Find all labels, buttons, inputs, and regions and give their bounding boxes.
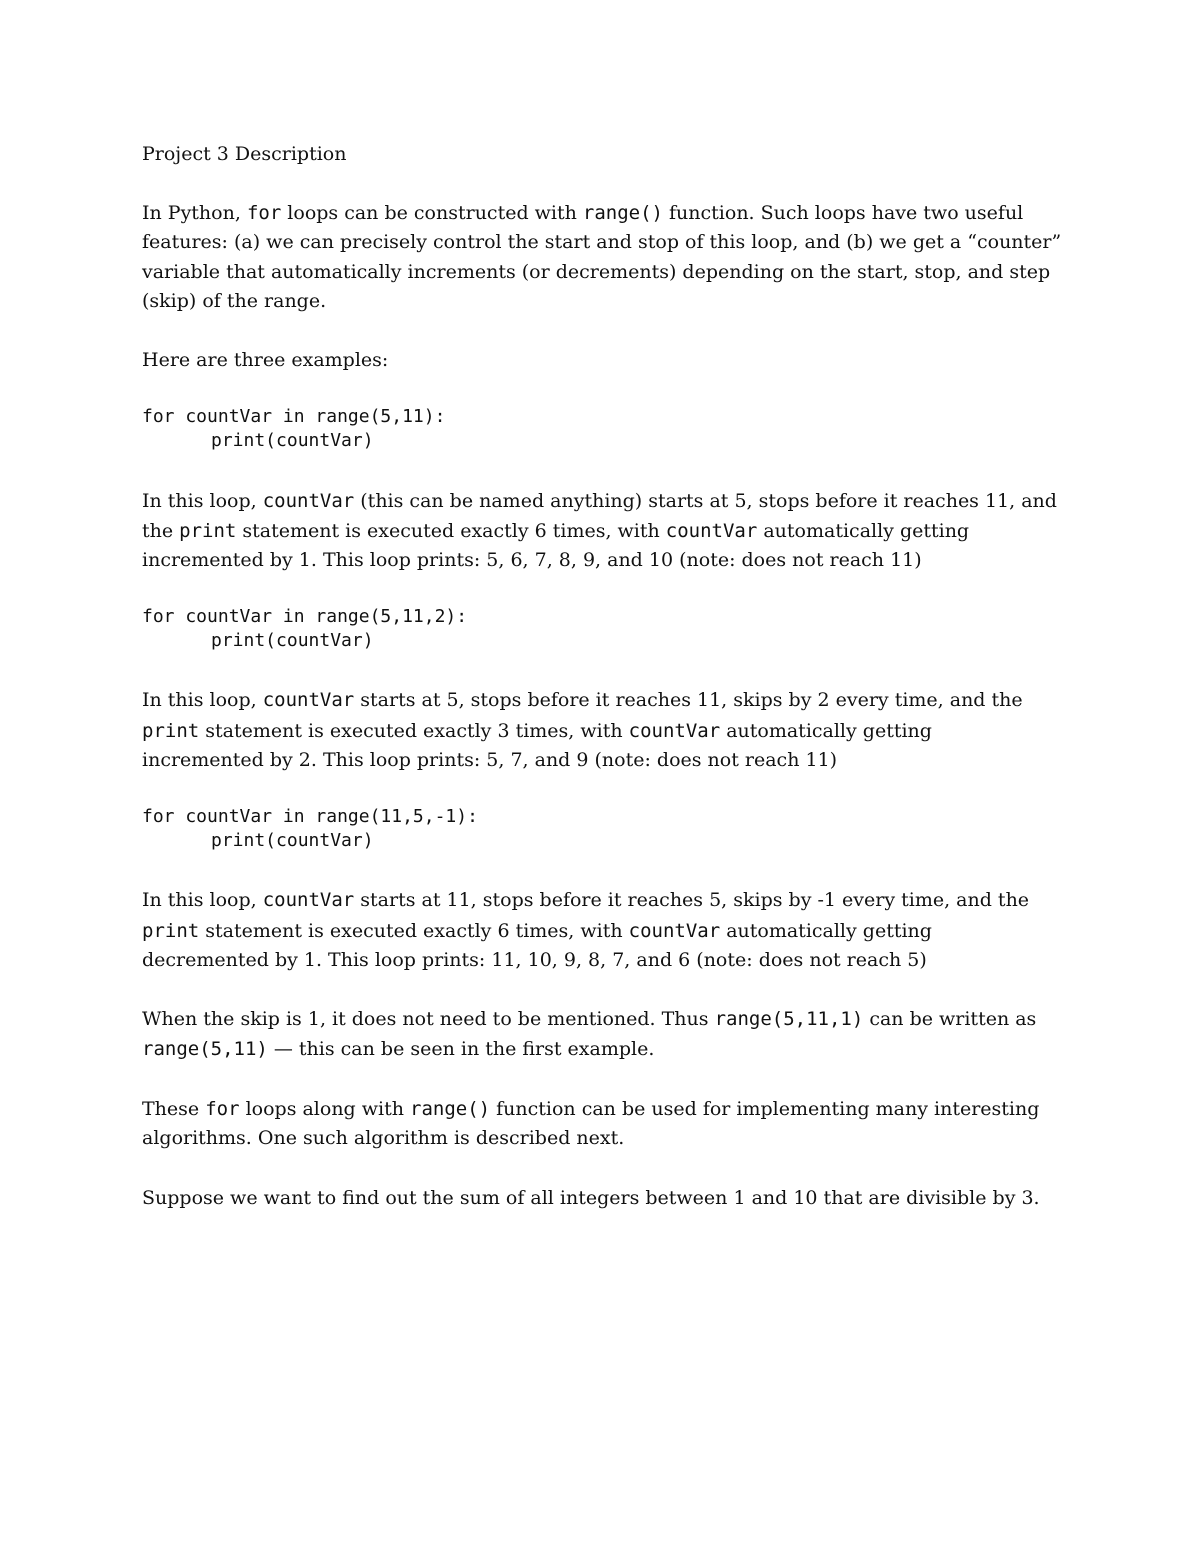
example3-code-line-1: for countVar in range(11,5,-1): — [142, 806, 478, 827]
text-run: function. Such loops have two useful — [662, 202, 1024, 224]
inline-code: range() — [410, 1098, 491, 1120]
example3-explanation-line-3 — [142, 948, 927, 972]
text-run: In this loop, — [142, 689, 263, 711]
text-run: statement is executed exactly 3 times, with — [199, 720, 629, 742]
text-run: (skip) of the range. — [142, 290, 327, 312]
text-run: These — [142, 1098, 206, 1120]
inline-code: print — [179, 520, 237, 542]
text-run: incremented by 1. This loop prints: 5, 6, 7, 8, 9, and 10 (note: does not reach 11) — [142, 549, 922, 571]
text-run: incremented by 2. This loop prints: 5, 7, and 9 (note: does not reach 11) — [142, 749, 838, 771]
algorithms-line-1 — [142, 1097, 1039, 1121]
example1-explanation-line-1 — [142, 489, 1057, 513]
example2-explanation-line-1 — [142, 688, 1023, 712]
text-run: function can be used for implementing many interesting — [490, 1098, 1040, 1120]
example2-explanation-line-3 — [142, 748, 837, 772]
inline-code: countVar — [628, 720, 721, 742]
text-run: statement is executed exactly 6 times, with — [199, 920, 629, 942]
inline-code: print — [142, 720, 200, 742]
example3-explanation-line-2 — [142, 919, 932, 943]
example3-explanation-line-1 — [142, 888, 1029, 912]
inline-code: print — [142, 920, 200, 942]
examples-intro: Here are three examples: — [142, 349, 389, 371]
inline-code: range() — [582, 202, 663, 224]
example1-code-line-1: for countVar in range(5,11): — [142, 406, 446, 427]
inline-code: range(5,11) — [142, 1038, 268, 1060]
text-run: loops can be constructed with — [281, 202, 583, 224]
text-run: statement is executed exactly 6 times, with — [236, 520, 666, 542]
inline-code: for — [246, 202, 282, 224]
text-run: can be written as — [863, 1008, 1037, 1030]
document-title: Project 3 Description — [142, 143, 347, 165]
example2-code-line-2: print(countVar) — [211, 630, 374, 651]
inline-code: countVar — [262, 689, 355, 711]
intro-line-1 — [142, 201, 1023, 225]
text-run: loops along with — [239, 1098, 411, 1120]
example1-explanation-line-2 — [142, 519, 969, 543]
text-run: — this can be seen in the first example. — [267, 1038, 655, 1060]
algorithms-line-2 — [142, 1126, 624, 1150]
inline-code: countVar — [262, 490, 355, 512]
intro-line-2 — [142, 230, 1061, 254]
inline-code: for — [205, 1098, 240, 1120]
example1-code-line-2: print(countVar) — [211, 430, 374, 451]
text-run: automatically getting — [757, 520, 970, 542]
example2-explanation-line-2 — [142, 719, 932, 743]
text-run: In this loop, — [142, 889, 263, 911]
text-run: automatically getting — [720, 720, 932, 742]
intro-line-4 — [142, 289, 326, 313]
text-run: In Python, — [142, 202, 247, 224]
example2-code-line-1: for countVar in range(5,11,2): — [142, 606, 468, 627]
text-run: decremented by 1. This loop prints: 11, 10, 9, 8, 7, and 6 (note: does not reach 5) — [142, 949, 927, 971]
text-run: algorithms. One such algorithm is described next. — [142, 1127, 625, 1149]
inline-code: countVar — [262, 889, 355, 911]
intro-line-3 — [142, 260, 1050, 284]
problem-statement: Suppose we want to find out the sum of all integers between 1 and 10 that are divisible by 3. — [142, 1187, 1040, 1209]
text-run: the — [142, 520, 180, 542]
text-run: When the skip is 1, it does not need to be mentioned. Thus — [142, 1008, 715, 1030]
text-run: features: (a) we can precisely control the start and stop of this loop, and (b) we get a “counter” — [142, 231, 1062, 253]
inline-code: countVar — [665, 520, 758, 542]
example1-explanation-line-3 — [142, 548, 922, 572]
inline-code: range(5,11,1) — [714, 1008, 864, 1030]
inline-code: countVar — [628, 920, 721, 942]
skip-note-line-1 — [142, 1007, 1036, 1031]
example3-code-line-2: print(countVar) — [211, 830, 374, 851]
skip-note-line-2 — [142, 1037, 654, 1061]
text-run: automatically getting — [720, 920, 932, 942]
text-run: In this loop, — [142, 490, 263, 512]
text-run: (this can be named anything) starts at 5, stops before it reaches 11, and — [354, 490, 1057, 512]
text-run: starts at 5, stops before it reaches 11, skips by 2 every time, and the — [354, 689, 1023, 711]
text-run: variable that automatically increments (or decrements) depending on the start, stop, and step — [142, 261, 1051, 283]
text-run: starts at 11, stops before it reaches 5, skips by -1 every time, and the — [354, 889, 1030, 911]
